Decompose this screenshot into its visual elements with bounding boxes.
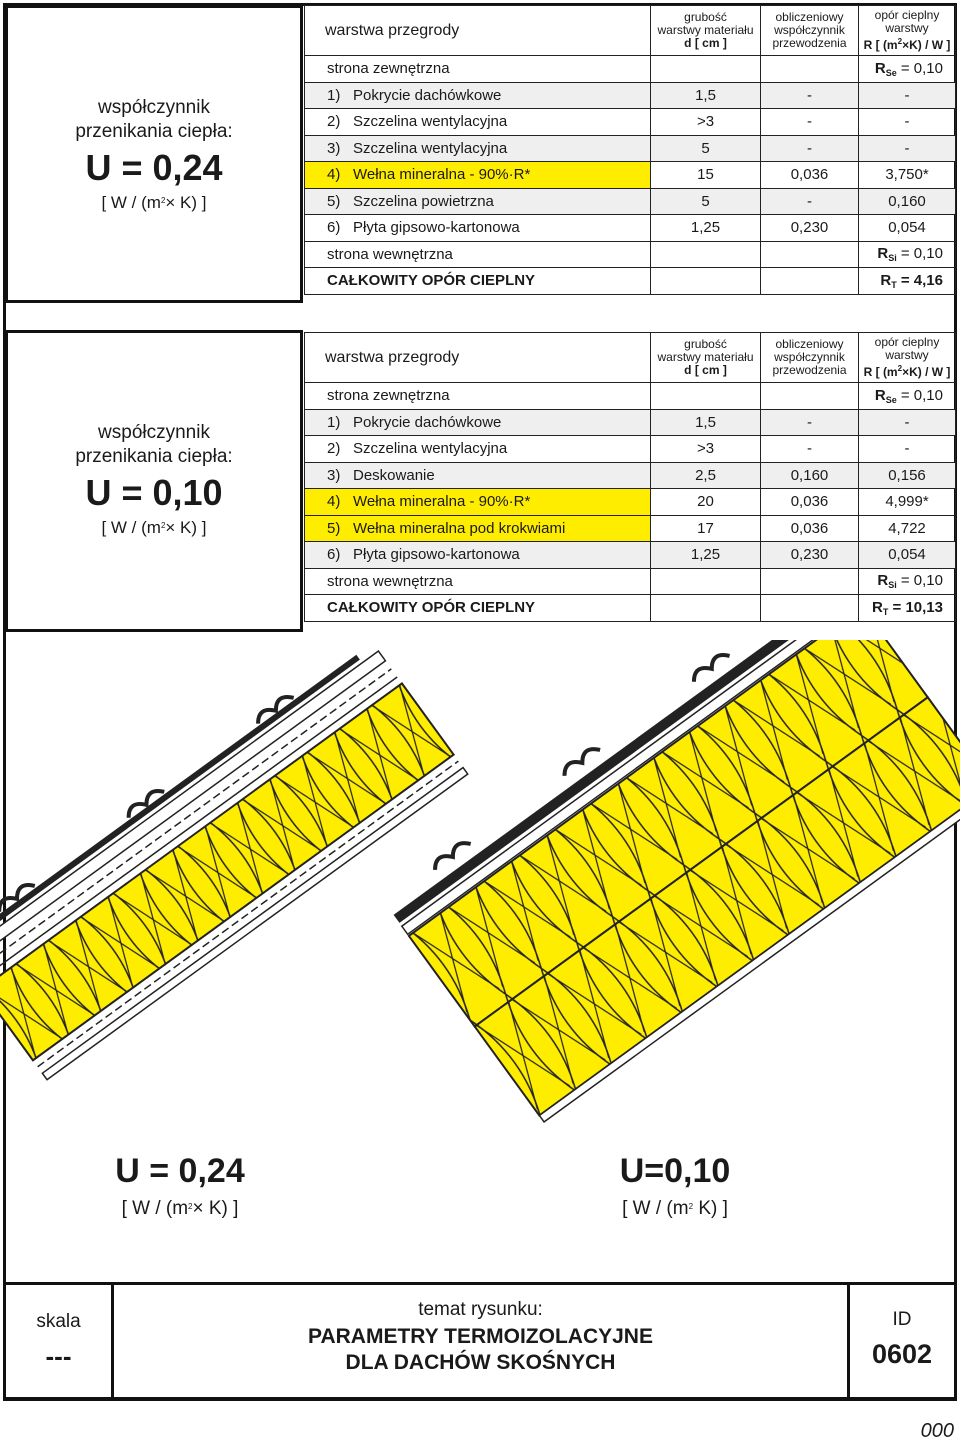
table-row: 1) Pokrycie dachówkowe 1,5 - - xyxy=(305,409,956,436)
header-resistance: opór cieplny warstwy R [ $(m^2\times K) / W$ ] xyxy=(859,333,956,383)
header-conductivity: obliczeniowy współczynnik przewodzenia xyxy=(761,333,859,383)
drawing-unit-left: [ $W / (m^2\times K)$ ] xyxy=(121,1198,239,1219)
drawing-unit-right: [ W / ($m^2$ K) ] xyxy=(622,1198,728,1219)
scale-cell xyxy=(3,1282,114,1400)
header-layer: warstwa przegrody xyxy=(305,333,651,383)
page-number: 000 xyxy=(920,1420,954,1442)
inner-row: strona wewnętrzna $R_{Si} = 0,10$ xyxy=(305,241,956,268)
r-se-value: $R_{Se} = 0,10$ xyxy=(859,56,956,83)
table-row: 3) Szczelina wentylacyjna 5 - - xyxy=(305,135,956,162)
roof-right xyxy=(382,640,960,1122)
outer-row: strona zewnętrzna $R_{Se} = 0,10$ xyxy=(305,383,956,410)
u-value: U = 0,24 xyxy=(85,147,223,188)
u-panel-2 xyxy=(5,330,303,632)
drawing-u-left: U = 0,24 xyxy=(115,1152,245,1190)
table-row-insulation: 4) Wełna mineralna - 90%·R* 15 0,036 3,750* xyxy=(305,162,956,189)
u-label-line1: współczynnik xyxy=(98,97,210,118)
scale-label: skala xyxy=(36,1311,81,1332)
table-row: 2) Szczelina wentylacyjna >3 - - xyxy=(305,109,956,136)
header-thickness: grubość warstwy materiału d [ cm ] xyxy=(651,6,761,56)
header-row xyxy=(305,333,956,383)
r-total-value: $R_T = 10,13$ xyxy=(859,595,956,622)
u-unit: [ $W / (m^2\times K)$ ] xyxy=(101,193,207,212)
r-se-value: $R_{Se} = 0,10$ xyxy=(859,383,956,410)
roof-left xyxy=(0,640,468,1080)
table-row-insulation: 5) Wełna mineralna pod krokwiami 17 0,036 4,722 xyxy=(305,515,956,542)
header-conductivity: obliczeniowy współczynnik przewodzenia xyxy=(761,6,859,56)
u-unit: [ $W / (m^2\times K)$ ] xyxy=(101,518,207,537)
outer-label: strona zewnętrzna xyxy=(305,56,651,83)
subject-label: temat rysunku: xyxy=(418,1299,543,1320)
outer-row xyxy=(305,56,956,83)
u-value: U = 0,10 xyxy=(85,472,223,513)
table-row: 2) Szczelina wentylacyjna >3 - - xyxy=(305,436,956,463)
id-label: ID xyxy=(892,1309,912,1330)
subject-line1: PARAMETRY TERMOIZOLACYJNE xyxy=(308,1325,653,1348)
r-total-value: $R_T = 4,16$ xyxy=(859,268,956,295)
drawing-u-right: U=0,10 xyxy=(619,1152,731,1190)
layers-table-1 xyxy=(304,5,956,295)
total-row: CAŁKOWITY OPÓR CIEPLNY $R_T = 10,13$ xyxy=(305,595,956,622)
table-row: 6) Płyta gipsowo-kartonowa 1,25 0,230 0,054 xyxy=(305,215,956,242)
header-thickness: grubość warstwy materiału d [ cm ] xyxy=(651,333,761,383)
subject-cell xyxy=(111,1282,850,1400)
roof-section-drawing xyxy=(0,640,960,1140)
id-cell xyxy=(847,1282,957,1400)
r-si-value: $R_{Si} = 0,10$ xyxy=(859,568,956,595)
table-row: 1) Pokrycie dachówkowe 1,5 - - xyxy=(305,82,956,109)
total-row: CAŁKOWITY OPÓR CIEPLNY $R_T = 4,16$ xyxy=(305,268,956,295)
scale-value: --- xyxy=(45,1341,72,1371)
r-si-value: $R_{Si} = 0,10$ xyxy=(859,241,956,268)
table-row: 3) Deskowanie 2,5 0,160 0,156 xyxy=(305,462,956,489)
table-row-insulation: 4) Wełna mineralna - 90%·R* 20 0,036 4,999* xyxy=(305,489,956,516)
subject-line2: DLA DACHÓW SKOŚNYCH xyxy=(345,1351,616,1374)
inner-row: strona wewnętrzna $R_{Si} = 0,10$ xyxy=(305,568,956,595)
header-resistance: opór cieplny warstwy R [ $(m^2\times K) / W$ ] xyxy=(859,6,956,56)
u-label-line2: przenikania ciepła: xyxy=(75,446,233,467)
u-label-line1: współczynnik xyxy=(98,422,210,443)
u-panel-1 xyxy=(5,5,303,303)
header-row xyxy=(305,6,956,56)
layers-table-2 xyxy=(304,332,956,622)
u-label-line2: przenikania ciepła: xyxy=(75,121,233,142)
header-layer: warstwa przegrody xyxy=(305,6,651,56)
table-row: 5) Szczelina powietrzna 5 - 0,160 xyxy=(305,188,956,215)
id-value: 0602 xyxy=(871,1339,933,1369)
table-row: 6) Płyta gipsowo-kartonowa 1,25 0,230 0,054 xyxy=(305,542,956,569)
